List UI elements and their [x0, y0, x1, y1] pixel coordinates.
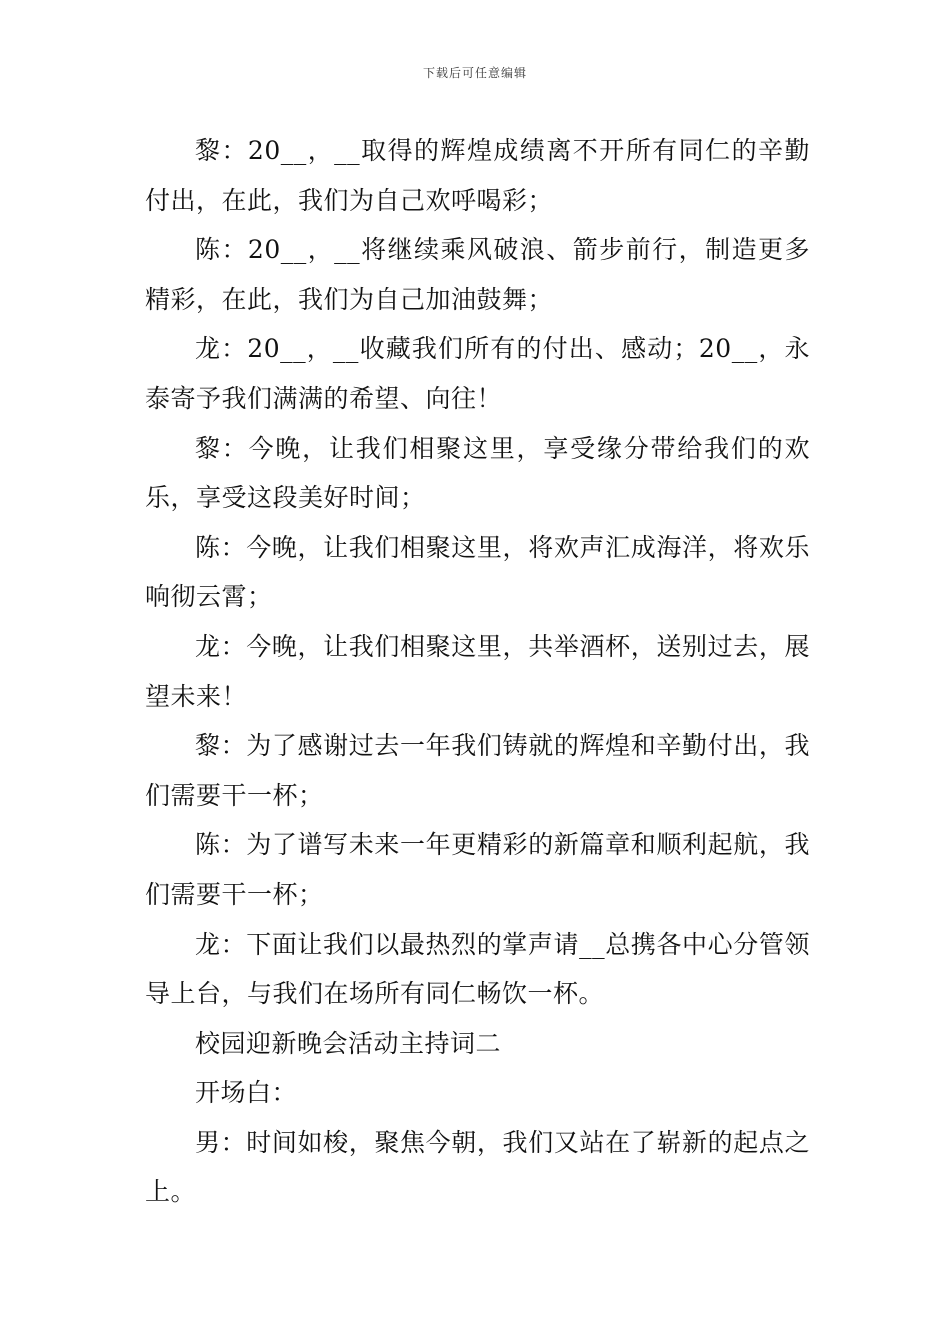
paragraph: 黎：今晚，让我们相聚这里，享受缘分带给我们的欢乐，享受这段美好时间； — [145, 433, 810, 513]
paragraph: 黎：为了感谢过去一年我们铸就的辉煌和辛勤付出，我们需要干一杯； — [145, 731, 810, 810]
paragraph: 男：时间如梭，聚焦今朝，我们又站在了崭新的起点之上。 — [145, 1127, 810, 1207]
header-note: 下载后可任意编辑 — [422, 66, 527, 80]
paragraph: 陈：今晚，让我们相聚这里，将欢声汇成海洋，将欢乐响彻云霄； — [145, 532, 810, 612]
paragraph: 龙：20__，__收藏我们所有的付出、感动；20__，永泰寄予我们满满的希望、向往！ — [145, 334, 810, 413]
paragraph: 开场白： — [195, 1078, 298, 1108]
paragraph: 龙：下面让我们以最热烈的掌声请__总携各中心分管领导上台，与我们在场所有同仁畅饮一杯。 — [145, 929, 810, 1009]
paragraph: 陈：为了谱写未来一年更精彩的新篇章和顺利起航，我们需要干一杯； — [145, 830, 810, 909]
paragraph: 黎：20__，__取得的辉煌成绩离不开所有同仁的辛勤付出，在此，我们为自己欢呼喝彩； — [145, 136, 810, 215]
paragraph: 陈：20__，__将继续乘风破浪、箭步前行，制造更多精彩，在此，我们为自己加油鼓舞； — [145, 235, 810, 314]
document-body — [145, 126, 810, 1217]
paragraph: 龙：今晚，让我们相聚这里，共举酒杯，送别过去，展望未来！ — [145, 631, 810, 711]
section-heading: 校园迎新晚会活动主持词二 — [195, 1028, 502, 1058]
